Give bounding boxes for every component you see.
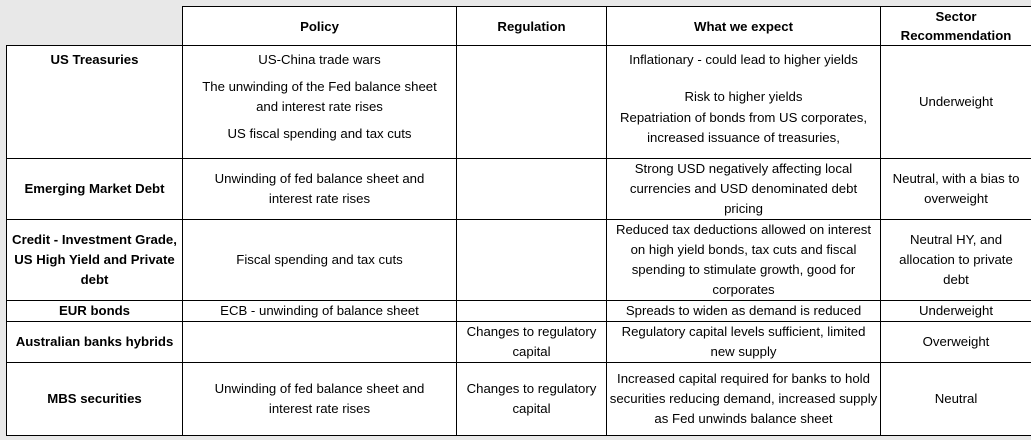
row-regulation: [457, 301, 607, 322]
row-sector: Australian banks hybrids: [7, 322, 183, 363]
row-sector: MBS securities: [7, 363, 183, 436]
row-expectation: Strong USD negatively affecting local currencies and USD denominated debt pricing: [607, 159, 881, 220]
row-recommendation: Neutral: [881, 363, 1031, 436]
header-policy: Policy: [183, 7, 457, 46]
policy-item: US-China trade wars: [258, 52, 381, 67]
row-regulation: [457, 159, 607, 220]
policy-item: US fiscal spending and tax cuts: [227, 126, 412, 141]
row-sector: Emerging Market Debt: [7, 159, 183, 220]
expectation-item: Inflationary - could lead to higher yields: [629, 52, 858, 67]
row-expectation: Increased capital required for banks to hold securities reducing demand, increased supply as Fed unwinds balance sheet: [607, 363, 881, 436]
row-policy: Fiscal spending and tax cuts: [183, 220, 457, 301]
expectation-item: Repatriation of bonds from US corporates, increased issuance of treasuries,: [619, 110, 868, 145]
row-expectation: Regulatory capital levels sufficient, limited new supply: [607, 322, 881, 363]
table-row: [7, 159, 1031, 220]
row-regulation: [457, 220, 607, 301]
row-sector: EUR bonds: [7, 301, 183, 322]
header-what-we-expect: What we expect: [607, 7, 881, 46]
header-sector-recommendation: [881, 7, 1031, 46]
row-recommendation: Overweight: [881, 322, 1031, 363]
table-row: [7, 363, 1031, 436]
row-sector: Credit - Investment Grade, US High Yield and Private debt: [7, 220, 183, 301]
row-policy: [183, 46, 457, 159]
row-regulation: Changes to regulatory capital: [457, 363, 607, 436]
row-recommendation: Underweight: [881, 46, 1031, 159]
row-sector: US Treasuries: [7, 46, 183, 159]
row-recommendation: Underweight: [881, 301, 1031, 322]
row-policy: ECB - unwinding of balance sheet: [183, 301, 457, 322]
table-row: [7, 220, 1031, 301]
expectation-item: Risk to higher yields: [684, 89, 803, 104]
row-regulation: [457, 46, 607, 159]
header-recommendation-line1: Sector: [935, 9, 977, 24]
table-row: [7, 46, 1031, 159]
row-expectation: [607, 46, 881, 159]
row-expectation: Reduced tax deductions allowed on interest on high yield bonds, tax cuts and fiscal spending to stimulate growth, good for corporates: [607, 220, 881, 301]
row-recommendation: Neutral, with a bias to overweight: [881, 159, 1031, 220]
row-expectation: Spreads to widen as demand is reduced: [607, 301, 881, 322]
row-policy: Unwinding of fed balance sheet and interest rate rises: [183, 363, 457, 436]
header-regulation: Regulation: [457, 7, 607, 46]
policy-item: The unwinding of the Fed balance sheet and interest rate rises: [202, 79, 437, 114]
table-row: [7, 322, 1031, 363]
row-policy: [183, 322, 457, 363]
empty-corner-cell: [7, 7, 183, 46]
row-regulation: Changes to regulatory capital: [457, 322, 607, 363]
row-recommendation: Neutral HY, and allocation to private debt: [881, 220, 1031, 301]
table-row: [7, 301, 1031, 322]
header-recommendation-line2: Recommendation: [900, 28, 1012, 43]
header-row: [7, 7, 1031, 46]
sector-table: [6, 6, 1031, 436]
row-policy: Unwinding of fed balance sheet and interest rate rises: [183, 159, 457, 220]
